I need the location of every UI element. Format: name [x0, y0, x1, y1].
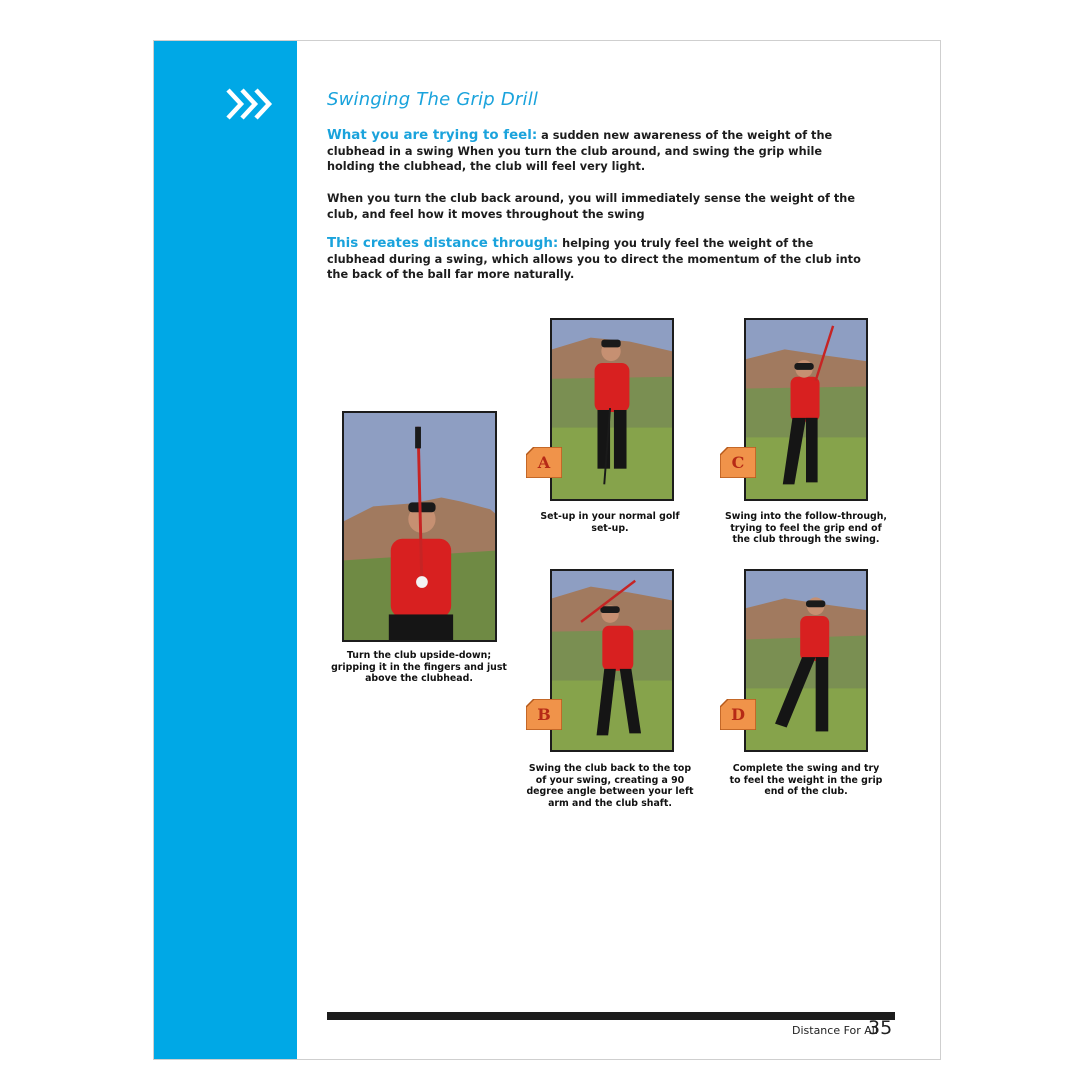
paragraph-feel: [327, 128, 862, 175]
footer-rule: [327, 1012, 895, 1020]
book-page: [153, 40, 941, 1060]
photo-a: [550, 318, 674, 501]
caption-d: Complete the swing and try to feel the weight in the grip end of the club.: [729, 763, 883, 797]
page-number: 35: [868, 1017, 893, 1039]
distance-heading: This creates distance through:: [327, 236, 559, 251]
caption-upside-down-grip: Turn the club upside-down; gripping it in the fingers and just above the clubhead.: [331, 650, 507, 684]
page-title: Swinging The Grip Drill: [327, 89, 539, 110]
tag-a: [526, 447, 562, 478]
photo-d: [744, 569, 868, 752]
photo-c: [744, 318, 868, 501]
paragraph-distance: [327, 236, 862, 283]
tag-a-label: A: [537, 453, 551, 472]
paragraph-back-around: When you turn the club back around, you will immediately sense the weight of the club, and feel how it moves throughout the swing: [327, 192, 856, 221]
caption-b: Swing the club back to the top of your swing, creating a 90 degree angle between your left arm and the club shaft.: [526, 763, 694, 809]
tag-b: [526, 699, 562, 730]
caption-a: Set-up in your normal golf set-up.: [540, 511, 680, 534]
tag-d-label: D: [731, 705, 745, 724]
feel-text: a sudden new awareness of the weight of the clubhead in a swing When you turn the club around, and swing the grip while holding the clubhead, the club will feel very light.: [327, 129, 833, 173]
caption-c: Swing into the follow-through, trying to feel the grip end of the club through the swing.: [725, 511, 887, 545]
triple-chevron-right-icon: [226, 87, 274, 121]
tag-c-label: C: [731, 453, 745, 472]
photo-b: [550, 569, 674, 752]
tag-d: [720, 699, 756, 730]
tag-c: [720, 447, 756, 478]
tag-b-label: B: [537, 705, 551, 724]
photo-upside-down-grip: [342, 411, 497, 642]
distance-text: helping you truly feel the weight of the clubhead during a swing, which allows you to direct the momentum of the club into the back of the ball far more naturally.: [327, 237, 861, 281]
feel-heading: What you are trying to feel:: [327, 128, 538, 143]
footer-book-title: Distance For All: [792, 1024, 878, 1037]
sidebar-band: [154, 41, 297, 1059]
